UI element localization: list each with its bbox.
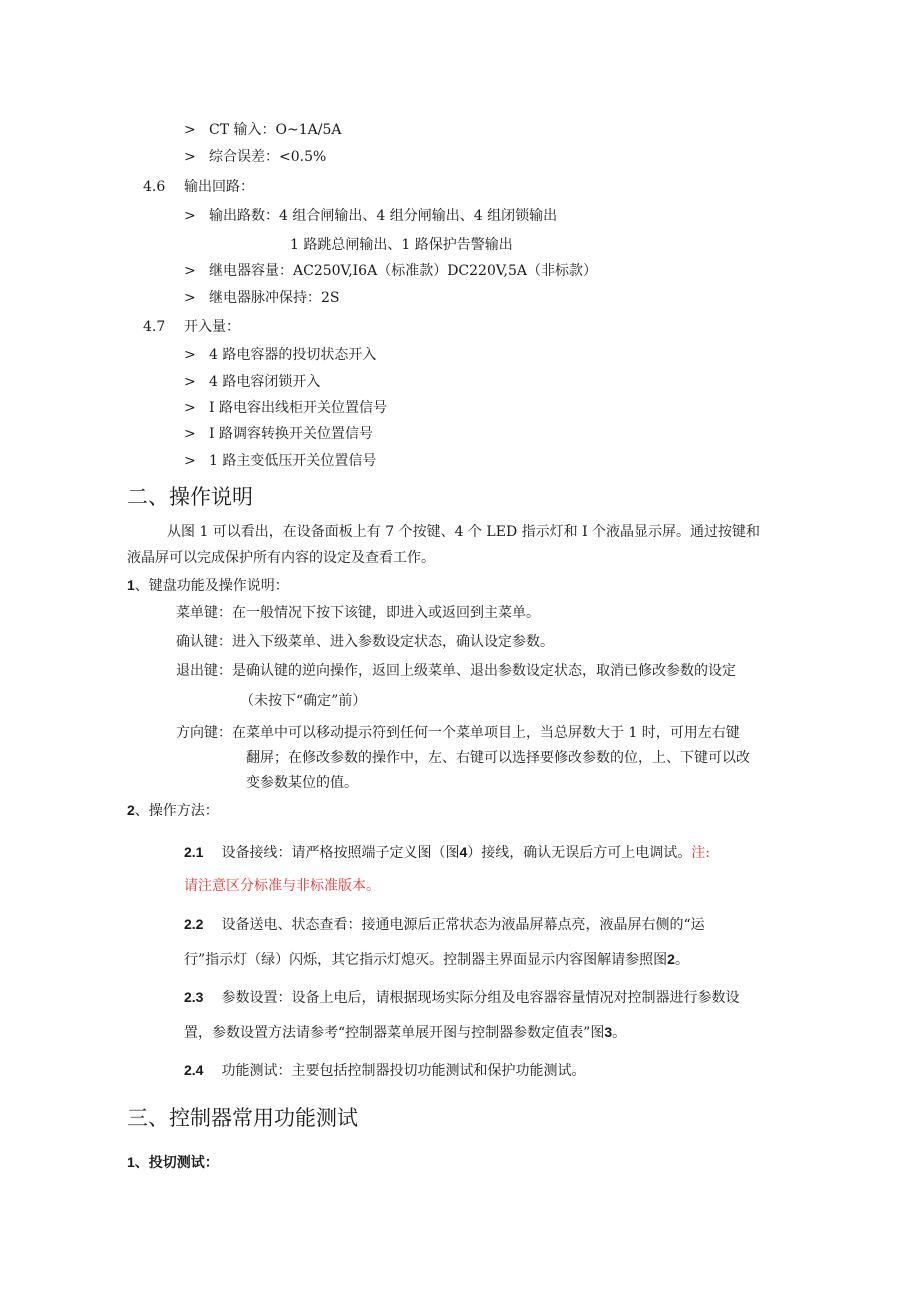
input-item: 4 路电容闭锁开入 — [209, 374, 321, 390]
bullet-marker: > — [184, 290, 196, 306]
step-text: ）接线，确认无误后方可上电调试。 — [467, 845, 692, 861]
subsection-methods — [127, 801, 219, 820]
relay-pulse-item: 继电器脉冲保持：2S — [209, 290, 340, 306]
step-text: 功能测试：主要包括控制器投切功能测试和保护功能测试。 — [221, 1063, 586, 1079]
step-text: 置，参数设置方法请参考“控制器菜单展开图与控制器参数定值表”图 — [184, 1025, 605, 1041]
step-text: 参数设置：设备上电后，请根据现场实际分组及电容器容量情况对控制器进行参数设 — [221, 990, 740, 1006]
step-2-3-cont — [184, 1023, 626, 1042]
step-2-4 — [184, 1061, 585, 1080]
subsection-title: 、键盘功能及操作说明： — [134, 578, 289, 594]
bullet-marker: > — [184, 400, 196, 416]
direction-key-desc-cont: 翻屏；在修改参数的操作中，左、右键可以选择要修改参数的位，上、下键可以改 — [246, 750, 750, 766]
exit-key-desc: 退出键：是确认键的逆向操作，返回上级菜单、退出参数设定状态，取消已修改参数的设定 — [176, 663, 736, 679]
step-2-3 — [184, 988, 739, 1007]
direction-key-desc-cont: 变参数某位的值。 — [246, 775, 358, 791]
subsection-switching-test — [127, 1153, 219, 1172]
subsection-title: 、操作方法： — [134, 803, 219, 819]
bullet-marker: > — [184, 149, 196, 165]
section-2-heading: 二、操作说明 — [127, 485, 253, 509]
subsection-number: 2 — [127, 802, 135, 818]
step-2-1 — [184, 843, 710, 862]
step-text: 行”指示灯（绿）闪烁，其它指示灯熄灭。控制器主界面显示内容图解请参照图 — [184, 952, 668, 968]
section-4-6-title: 输出回路： — [184, 179, 254, 195]
total-error-item: 综合误差：<0.5% — [209, 149, 327, 165]
subsection-title: 、投切测试： — [134, 1155, 219, 1171]
exit-key-desc-cont: （未按下“确定”前） — [240, 693, 367, 709]
step-2-1-warning: 请注意区分标准与非标准版本。 — [184, 878, 380, 894]
bullet-marker: > — [184, 453, 196, 469]
step-text: 设备送电、状态查看：接通电源后正常状态为液晶屏幕点亮，液晶屏右侧的“运 — [221, 917, 705, 933]
bullet-marker: > — [184, 208, 196, 224]
figure-ref: 4 — [459, 844, 468, 860]
bullet-marker: > — [184, 374, 196, 390]
step-2-2 — [184, 915, 705, 934]
input-item: 4 路电容器的投切状态开入 — [209, 347, 377, 363]
intro-paragraph-line: 液晶屏可以完成保护所有内容的设定及查看工作。 — [127, 550, 435, 566]
direction-key-desc: 方向键：在菜单中可以移动提示符到任何一个菜单项目上，当总屏数大于 1 时，可用左右键 — [176, 725, 740, 741]
step-text: 。 — [612, 1025, 627, 1041]
figure-ref: 2 — [667, 951, 675, 967]
output-count-continuation: 1 路跳总闸输出、1 路保护告警输出 — [290, 237, 513, 253]
input-item: 1 路主变低压开关位置信号 — [209, 453, 377, 469]
bullet-marker: > — [184, 263, 196, 279]
step-number: 2.2 — [184, 916, 204, 932]
input-item: I 路电容出线柜开关位置信号 — [209, 400, 387, 416]
figure-ref: 3 — [604, 1024, 613, 1040]
step-2-2-cont — [184, 950, 689, 969]
note-label: 注: — [691, 845, 710, 861]
ct-input-item: CT 输入：O~1A/5A — [209, 122, 342, 138]
step-number: 2.4 — [184, 1062, 204, 1078]
section-4-7-number: 4.7 — [143, 319, 166, 335]
bullet-marker: > — [184, 122, 196, 138]
intro-paragraph-line: 从图 1 可以看出，在设备面板上有 7 个按键、4 个 LED 指示灯和 I 个液晶显示屏。通过按键和 — [167, 524, 761, 540]
menu-key-desc: 菜单键：在一般情况下按下该键，即进入或返回到主菜单。 — [176, 605, 540, 621]
section-4-6-number: 4.6 — [143, 179, 166, 195]
output-count-item: 输出路数：4 组合闸输出、4 组分闸输出、4 组闭锁输出 — [209, 208, 558, 224]
subsection-keyboard — [127, 576, 289, 595]
subsection-number: 1 — [127, 577, 135, 593]
step-text: 设备接线：请严格按照端子定义图（图 — [221, 845, 460, 861]
subsection-number: 1 — [127, 1154, 135, 1170]
confirm-key-desc: 确认键：进入下级菜单、进入参数设定状态，确认设定参数。 — [176, 634, 554, 650]
step-number: 2.1 — [184, 844, 204, 860]
step-text: 。 — [674, 952, 689, 968]
input-item: I 路调容转换开关位置信号 — [209, 426, 373, 442]
relay-capacity-item: 继电器容量：AC250V,I6A（标准款）DC220V,5A（非标款） — [209, 263, 597, 279]
step-number: 2.3 — [184, 989, 204, 1005]
section-3-heading: 三、控制器常用功能测试 — [127, 1106, 358, 1130]
bullet-marker: > — [184, 426, 196, 442]
bullet-marker: > — [184, 347, 196, 363]
section-4-7-title: 开入量： — [184, 319, 240, 335]
